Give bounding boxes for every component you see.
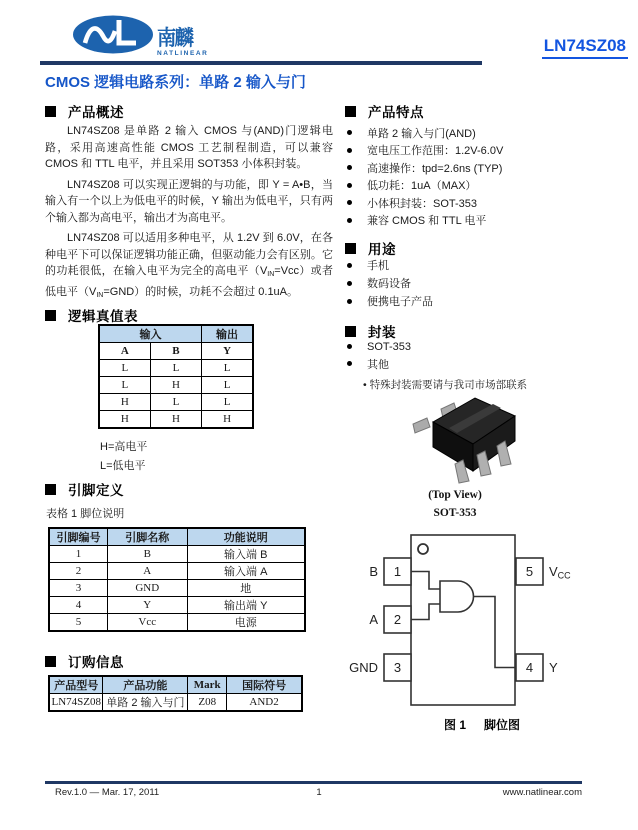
table-row	[99, 394, 253, 411]
natlinear-logo-icon	[72, 15, 154, 55]
header-rule	[40, 61, 482, 65]
bullet-icon	[347, 183, 352, 188]
truth-cell: L	[202, 360, 253, 377]
truth-cell: H	[202, 411, 253, 428]
page-title: CMOS 逻辑电路系列：单路 2 输入与门	[45, 74, 306, 91]
list-item	[347, 274, 433, 292]
logo-latin-text: NATLINEAR	[157, 50, 209, 57]
list-item	[347, 142, 503, 160]
table-row	[49, 563, 305, 580]
vcc-main: V	[549, 564, 558, 579]
truth-output-header: 输出	[202, 325, 253, 343]
pin-cell: 输出端 Y	[187, 597, 305, 614]
table-row	[99, 360, 253, 377]
figure-caption	[332, 716, 632, 733]
pin-cell: 电源	[187, 614, 305, 632]
pin-cell: 输入端 A	[187, 563, 305, 580]
pin-number-1: 1	[393, 564, 402, 579]
pin-cell: Vcc	[108, 614, 187, 632]
bullet-icon	[347, 361, 352, 366]
feature-label: 小体积封装：SOT-353	[367, 197, 478, 210]
section-marker	[345, 243, 356, 254]
truth-cell: H	[150, 377, 201, 394]
vcc-subscript: CC	[557, 570, 571, 581]
overview-p3-a: LN74SZ08 可以适用多种电平，从 1.2V 到 6.0V，在各种电平下可以保证逻辑功能正确，但驱动能力会有区别。它的功耗很低，在输入电平为完全的高电平（V	[45, 232, 333, 277]
truth-col-y: Y	[202, 343, 253, 360]
overview-paragraphs	[45, 123, 333, 308]
bullet-icon	[347, 200, 352, 205]
pin-label-vcc	[549, 564, 571, 581]
feature-label: 兼容 CMOS 和 TTL 电平	[367, 215, 487, 228]
pin-cell: Y	[108, 597, 187, 614]
list-item	[347, 194, 503, 212]
and-gate-symbol	[440, 581, 474, 612]
pin-number-2: 2	[393, 612, 402, 627]
section-marker	[45, 310, 56, 321]
bullet-icon	[347, 263, 352, 268]
pin-cell: 4	[49, 597, 108, 614]
order-header-symbol: 国际符号	[227, 676, 302, 694]
vin-subscript: IN	[96, 291, 104, 299]
package-option-label: SOT-353	[367, 340, 412, 353]
pin-number-4: 4	[525, 660, 534, 675]
section-marker	[45, 106, 56, 117]
list-item	[347, 256, 433, 274]
list-item	[347, 338, 411, 355]
logo-chinese-text: 南麟	[157, 27, 192, 50]
bullet-icon	[347, 299, 352, 304]
list-item	[347, 159, 503, 177]
order-cell-symbol: AND2	[227, 694, 302, 712]
section-heading: 用途	[368, 242, 396, 257]
pin-label-gnd: GND	[349, 660, 378, 675]
section-ordering	[45, 651, 124, 671]
truth-cell: L	[99, 377, 150, 394]
truth-input-header: 输入	[99, 325, 202, 343]
section-heading: 引脚定义	[68, 483, 124, 498]
truth-cell: H	[99, 411, 150, 428]
section-overview	[45, 101, 124, 121]
pin-cell: 地	[187, 580, 305, 597]
truth-cell: L	[202, 394, 253, 411]
footer-rule	[45, 781, 582, 784]
table-row	[49, 580, 305, 597]
pin-cell: 2	[49, 563, 108, 580]
truth-cell: L	[99, 360, 150, 377]
features-list	[347, 124, 503, 229]
pin-cell: 1	[49, 546, 108, 563]
table-row	[49, 528, 305, 546]
overview-p1: LN74SZ08 是单路 2 输入 CMOS 与(AND)门逻辑电路，采用高速高性能 CMOS 工艺制程制造，可以兼容 CMOS 和 TTL 电平，并且采用 SOT353 小体积封装。	[45, 125, 333, 170]
section-heading: 产品特点	[368, 105, 424, 120]
pin-header-function: 功能说明	[187, 528, 305, 546]
application-label: 数码设备	[367, 278, 411, 290]
section-pin-definition	[45, 479, 124, 499]
bullet-icon	[347, 165, 352, 170]
list-item	[347, 212, 503, 230]
pin-definition-table	[48, 527, 306, 632]
pin-table-caption: 表格 1 脚位说明	[46, 508, 125, 520]
package-option-label: 其他	[367, 358, 389, 371]
section-heading: 产品概述	[68, 105, 124, 120]
sot353-package-photo	[397, 390, 532, 488]
pinout-diagram	[332, 527, 632, 742]
section-heading: 订购信息	[68, 655, 124, 670]
table-row	[49, 597, 305, 614]
feature-label: 单路 2 输入与门(AND)	[367, 127, 476, 140]
table-row	[49, 694, 302, 712]
truth-cell: L	[150, 394, 201, 411]
part-number: LN74SZ08	[542, 36, 628, 59]
order-cell-function: 单路 2 输入与门	[103, 694, 188, 712]
bullet-icon	[347, 130, 352, 135]
truth-cell: H	[99, 394, 150, 411]
order-header-mark: Mark	[188, 676, 227, 694]
application-label: 便携电子产品	[367, 296, 433, 308]
pin-label-b: B	[369, 564, 378, 579]
section-features	[345, 101, 424, 121]
feature-label: 宽电压工作范围：1.2V-6.0V	[367, 145, 504, 158]
list-item	[347, 124, 503, 142]
truth-note-low: L=低电平	[100, 460, 146, 472]
package-top-view-label: (Top View)	[428, 489, 482, 501]
order-header-function: 产品功能	[103, 676, 188, 694]
section-marker	[45, 484, 56, 495]
order-cell-model: LN74SZ08	[49, 694, 103, 712]
pin-number-5: 5	[525, 564, 534, 579]
table-row	[49, 676, 302, 694]
footer-page-number: 1	[316, 787, 322, 798]
figure-title: 脚位图	[484, 718, 521, 732]
truth-cell: L	[202, 377, 253, 394]
section-applications	[345, 238, 396, 258]
pin-label-y: Y	[549, 660, 558, 675]
truth-col-a: A	[99, 343, 150, 360]
table-row	[49, 614, 305, 632]
vin-subscript: IN	[267, 271, 275, 278]
order-cell-mark: Z08	[188, 694, 227, 712]
truth-table	[98, 324, 254, 429]
overview-p3-c: =GND）的时候，功耗不会超过 0.1uA。	[103, 285, 299, 298]
pin-cell: A	[108, 563, 187, 580]
bullet-icon	[347, 218, 352, 223]
package-note: • 特殊封装需要请与我司市场部联系	[363, 379, 528, 391]
truth-col-b: B	[150, 343, 201, 360]
applications-list	[347, 256, 433, 310]
application-label: 手机	[367, 260, 389, 272]
pin-cell: 3	[49, 580, 108, 597]
order-header-model: 产品型号	[49, 676, 103, 694]
footer-revision: Rev.1.0 — Mar. 17, 2011	[55, 787, 160, 798]
pin-cell: B	[108, 546, 187, 563]
overview-p2: LN74SZ08 可以实现正逻辑的与功能，即 Y = A•B，当输入有一个以上为低电平的时候，Y 输出为低电平，只有两个输入都为高电平，输出才为高电平。	[45, 178, 333, 224]
section-heading: 逻辑真值表	[68, 309, 138, 324]
table-row	[99, 325, 253, 343]
table-row	[99, 343, 253, 360]
truth-cell: H	[150, 411, 201, 428]
pin-number-3: 3	[393, 660, 402, 675]
figure-number: 图 1	[443, 718, 466, 732]
pin-header-name: 引脚名称	[108, 528, 187, 546]
pin-cell: 输入端 B	[187, 546, 305, 563]
bullet-icon	[347, 344, 352, 349]
list-item	[347, 177, 503, 195]
pin-cell: GND	[108, 580, 187, 597]
table-row	[49, 546, 305, 563]
pin-header-number: 引脚编号	[49, 528, 108, 546]
pin-cell: 5	[49, 614, 108, 632]
package-list	[347, 338, 411, 372]
section-marker	[345, 106, 356, 117]
bullet-icon	[347, 281, 352, 286]
feature-label: 高速操作：tpd=2.6ns (TYP)	[367, 162, 503, 175]
overview-p3	[45, 230, 333, 304]
overview-p3-b: =Vcc）或者低电平（V	[45, 265, 333, 298]
list-item	[347, 355, 411, 372]
feature-label: 低功耗：1uA（MAX）	[367, 180, 477, 193]
table-row	[99, 377, 253, 394]
pin-label-a: A	[369, 612, 378, 627]
truth-cell: L	[150, 360, 201, 377]
bullet-icon	[347, 148, 352, 153]
truth-note-high: H=高电平	[100, 441, 148, 453]
section-marker	[345, 326, 356, 337]
package-name-label: SOT-353	[433, 507, 477, 519]
section-heading: 封装	[368, 325, 396, 340]
table-row	[99, 411, 253, 428]
section-truth-table	[45, 305, 138, 325]
section-marker	[45, 656, 56, 667]
ordering-table	[48, 675, 303, 712]
list-item	[347, 292, 433, 310]
footer-website: www.natlinear.com	[502, 787, 582, 798]
